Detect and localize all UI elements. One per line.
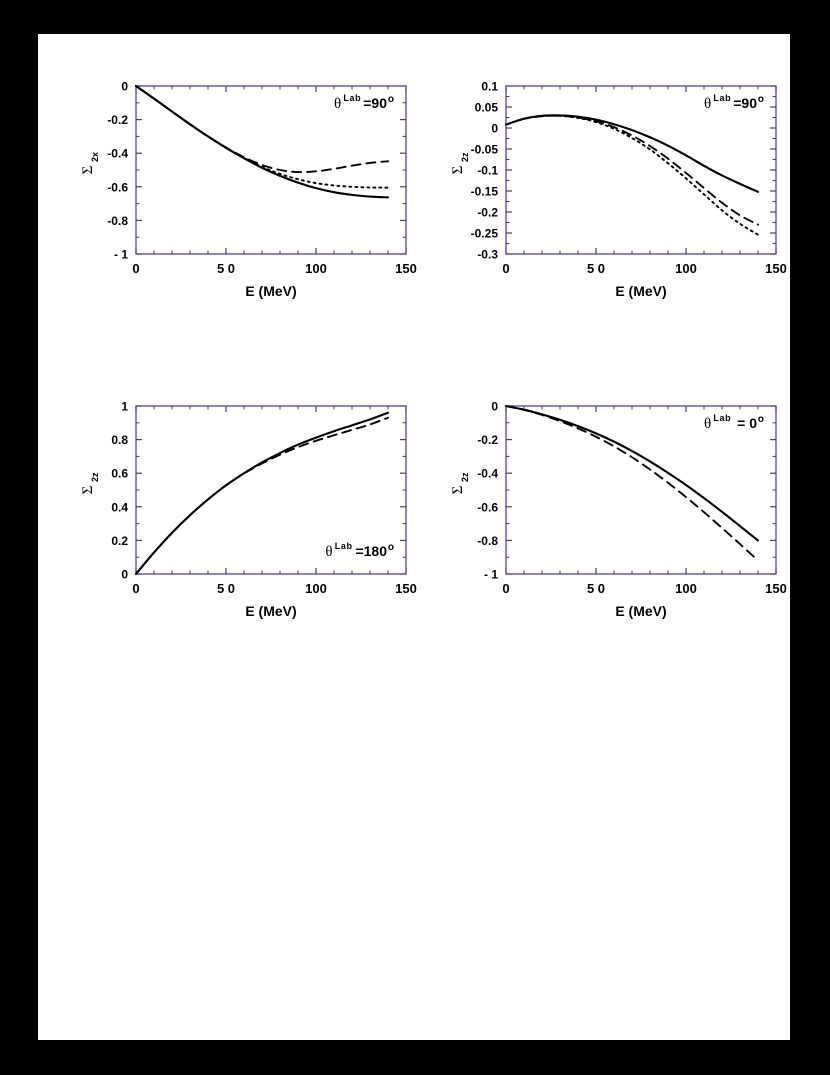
curve-solid	[506, 406, 758, 540]
y-tick-label: 0.6	[111, 466, 128, 481]
x-tick-label: 5 0	[216, 261, 236, 276]
x-tick-label: 0	[132, 581, 140, 596]
plot-bottom-right	[428, 384, 788, 644]
y-tick-label: 0	[121, 567, 128, 582]
curve-dashed	[506, 116, 758, 225]
annotation-0	[334, 93, 394, 112]
y-tick-label: - 1	[483, 567, 498, 582]
y-axis-label-sub: 2x	[90, 151, 100, 162]
curve-solid	[506, 115, 758, 192]
plot-bottom-left	[58, 384, 418, 644]
x-tick-label: 150	[395, 261, 417, 276]
y-tick-label: -0.25	[470, 226, 498, 241]
y-axis-label-sub: 2z	[460, 472, 470, 482]
y-tick-label: -0.8	[107, 213, 128, 228]
annotation-degree-symbol: o	[387, 94, 394, 105]
y-axis-label	[450, 152, 470, 174]
y-tick-label: -0.15	[470, 184, 498, 199]
y-tick-label: 0.1	[481, 79, 498, 94]
x-axis-label: E (MeV)	[615, 603, 667, 619]
annotation-superscript: Lab	[713, 413, 732, 423]
y-tick-label: -0.8	[477, 533, 498, 548]
annotation-degree-symbol: o	[387, 542, 394, 553]
chart-panel-top-right	[428, 64, 788, 324]
y-tick-label: -0.05	[470, 142, 498, 157]
figure-canvas	[38, 34, 790, 1040]
y-tick-label: -0.3	[477, 247, 498, 262]
annotation-superscript: Lab	[334, 541, 353, 551]
y-axis-label	[450, 472, 470, 494]
annotation-degree-symbol: o	[757, 414, 764, 425]
annotation-degree-symbol: o	[757, 94, 764, 105]
annotation-value: =90	[733, 95, 757, 111]
y-tick-label: -0.6	[477, 500, 498, 515]
y-tick-label: -0.4	[107, 146, 128, 161]
y-axis-label-sub: 2z	[90, 472, 100, 482]
y-tick-label: 1	[121, 399, 128, 414]
annotation-theta-symbol: θ	[704, 96, 712, 112]
y-tick-label: -0.2	[477, 433, 498, 448]
y-axis-label-sigma: Σ	[80, 165, 96, 175]
y-tick-label: -0.2	[477, 205, 498, 220]
y-tick-label: 0.2	[111, 533, 128, 548]
curve-dashed	[506, 406, 758, 561]
annotation-1	[704, 93, 764, 112]
y-tick-label: 0.4	[111, 500, 128, 515]
y-tick-label: 0	[121, 79, 128, 94]
y-tick-label: -0.2	[107, 113, 128, 128]
x-tick-label: 0	[502, 261, 510, 276]
x-tick-label: 150	[765, 261, 787, 276]
y-axis-label	[80, 472, 100, 494]
annotation-theta-symbol: θ	[334, 96, 342, 112]
x-axis-label: E (MeV)	[615, 283, 667, 299]
x-tick-label: 0	[502, 581, 510, 596]
plot-frame-1	[506, 86, 776, 254]
x-tick-label: 100	[305, 261, 327, 276]
chart-panel-bottom-right	[428, 384, 788, 644]
plot-frame-3	[506, 406, 776, 574]
x-tick-label: 5 0	[216, 581, 236, 596]
y-tick-label: 0.8	[111, 433, 128, 448]
annotation-3	[704, 413, 764, 432]
y-tick-label: 0	[491, 399, 498, 414]
annotation-value: = 0	[737, 415, 757, 431]
chart-panel-bottom-left	[58, 384, 418, 644]
annotation-theta-symbol: θ	[325, 544, 333, 560]
chart-panel-top-left	[58, 64, 418, 324]
y-axis-label-sub: 2z	[460, 152, 470, 162]
plot-top-left	[58, 64, 418, 324]
annotation-value: =180	[355, 543, 387, 559]
x-axis-label: E (MeV)	[245, 283, 297, 299]
y-tick-label: -0.1	[477, 163, 498, 178]
annotation-theta-symbol: θ	[704, 416, 712, 432]
x-tick-label: 100	[675, 261, 697, 276]
x-tick-label: 100	[675, 581, 697, 596]
y-tick-label: - 1	[113, 247, 128, 262]
y-tick-label: 0.05	[474, 100, 498, 115]
annotation-value: =90	[363, 95, 387, 111]
y-tick-label: 0	[491, 121, 498, 136]
x-axis-label: E (MeV)	[245, 603, 297, 619]
y-axis-label	[80, 152, 100, 174]
x-tick-label: 150	[395, 581, 417, 596]
y-axis-label-sigma: Σ	[450, 165, 466, 175]
x-tick-label: 5 0	[586, 581, 606, 596]
annotation-2	[325, 541, 394, 560]
x-tick-label: 100	[305, 581, 327, 596]
x-tick-label: 150	[765, 581, 787, 596]
plot-top-right	[428, 64, 788, 324]
plot-frame-0	[136, 86, 406, 254]
y-tick-label: -0.6	[107, 180, 128, 195]
x-tick-label: 0	[132, 261, 140, 276]
annotation-superscript: Lab	[713, 93, 732, 103]
y-axis-label-sigma: Σ	[450, 485, 466, 495]
y-tick-label: -0.4	[477, 466, 498, 481]
y-axis-label-sigma: Σ	[80, 485, 96, 495]
x-tick-label: 5 0	[586, 261, 606, 276]
annotation-superscript: Lab	[343, 93, 362, 103]
